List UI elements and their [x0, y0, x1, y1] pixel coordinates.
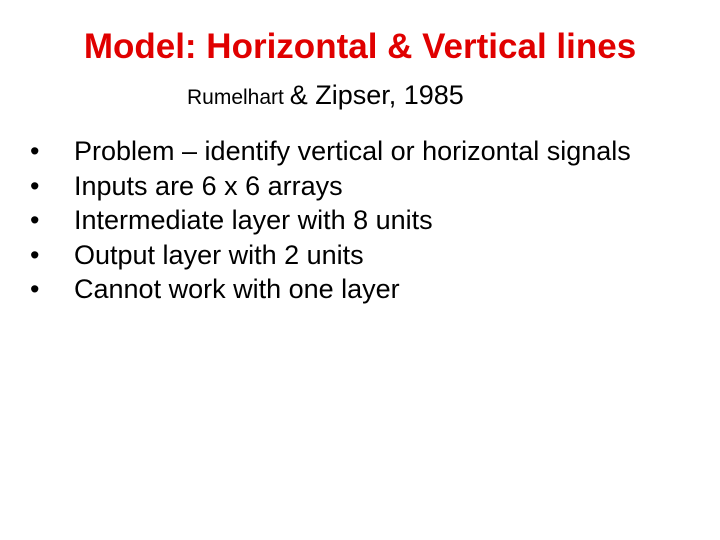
bullet-text: Cannot work with one layer [74, 274, 400, 304]
bullet-text: Problem – identify vertical or horizontal signals [74, 136, 631, 166]
bullet-item [30, 203, 700, 238]
bullet-marker: • [30, 136, 40, 166]
bullet-item [30, 134, 700, 169]
bullet-list [30, 134, 700, 307]
subtitle-author: Rumelhart [187, 86, 290, 109]
bullet-marker: • [30, 274, 40, 304]
bullet-text: Intermediate layer with 8 units [74, 205, 433, 235]
slide-title: Model: Horizontal & Vertical lines [83, 27, 637, 66]
bullet-text: Output layer with 2 units [74, 239, 364, 270]
bullet-item [30, 238, 700, 273]
bullet-text: Inputs are 6 x 6 arrays [74, 170, 343, 201]
subtitle-coauthor-year: & Zipser, 1985 [289, 80, 464, 110]
bullet-item [30, 272, 700, 307]
bullet-item [30, 169, 700, 204]
bullet-marker: • [30, 239, 40, 270]
slide-subtitle [187, 78, 464, 117]
bullet-marker: • [30, 205, 40, 235]
bullet-marker: • [30, 170, 40, 201]
